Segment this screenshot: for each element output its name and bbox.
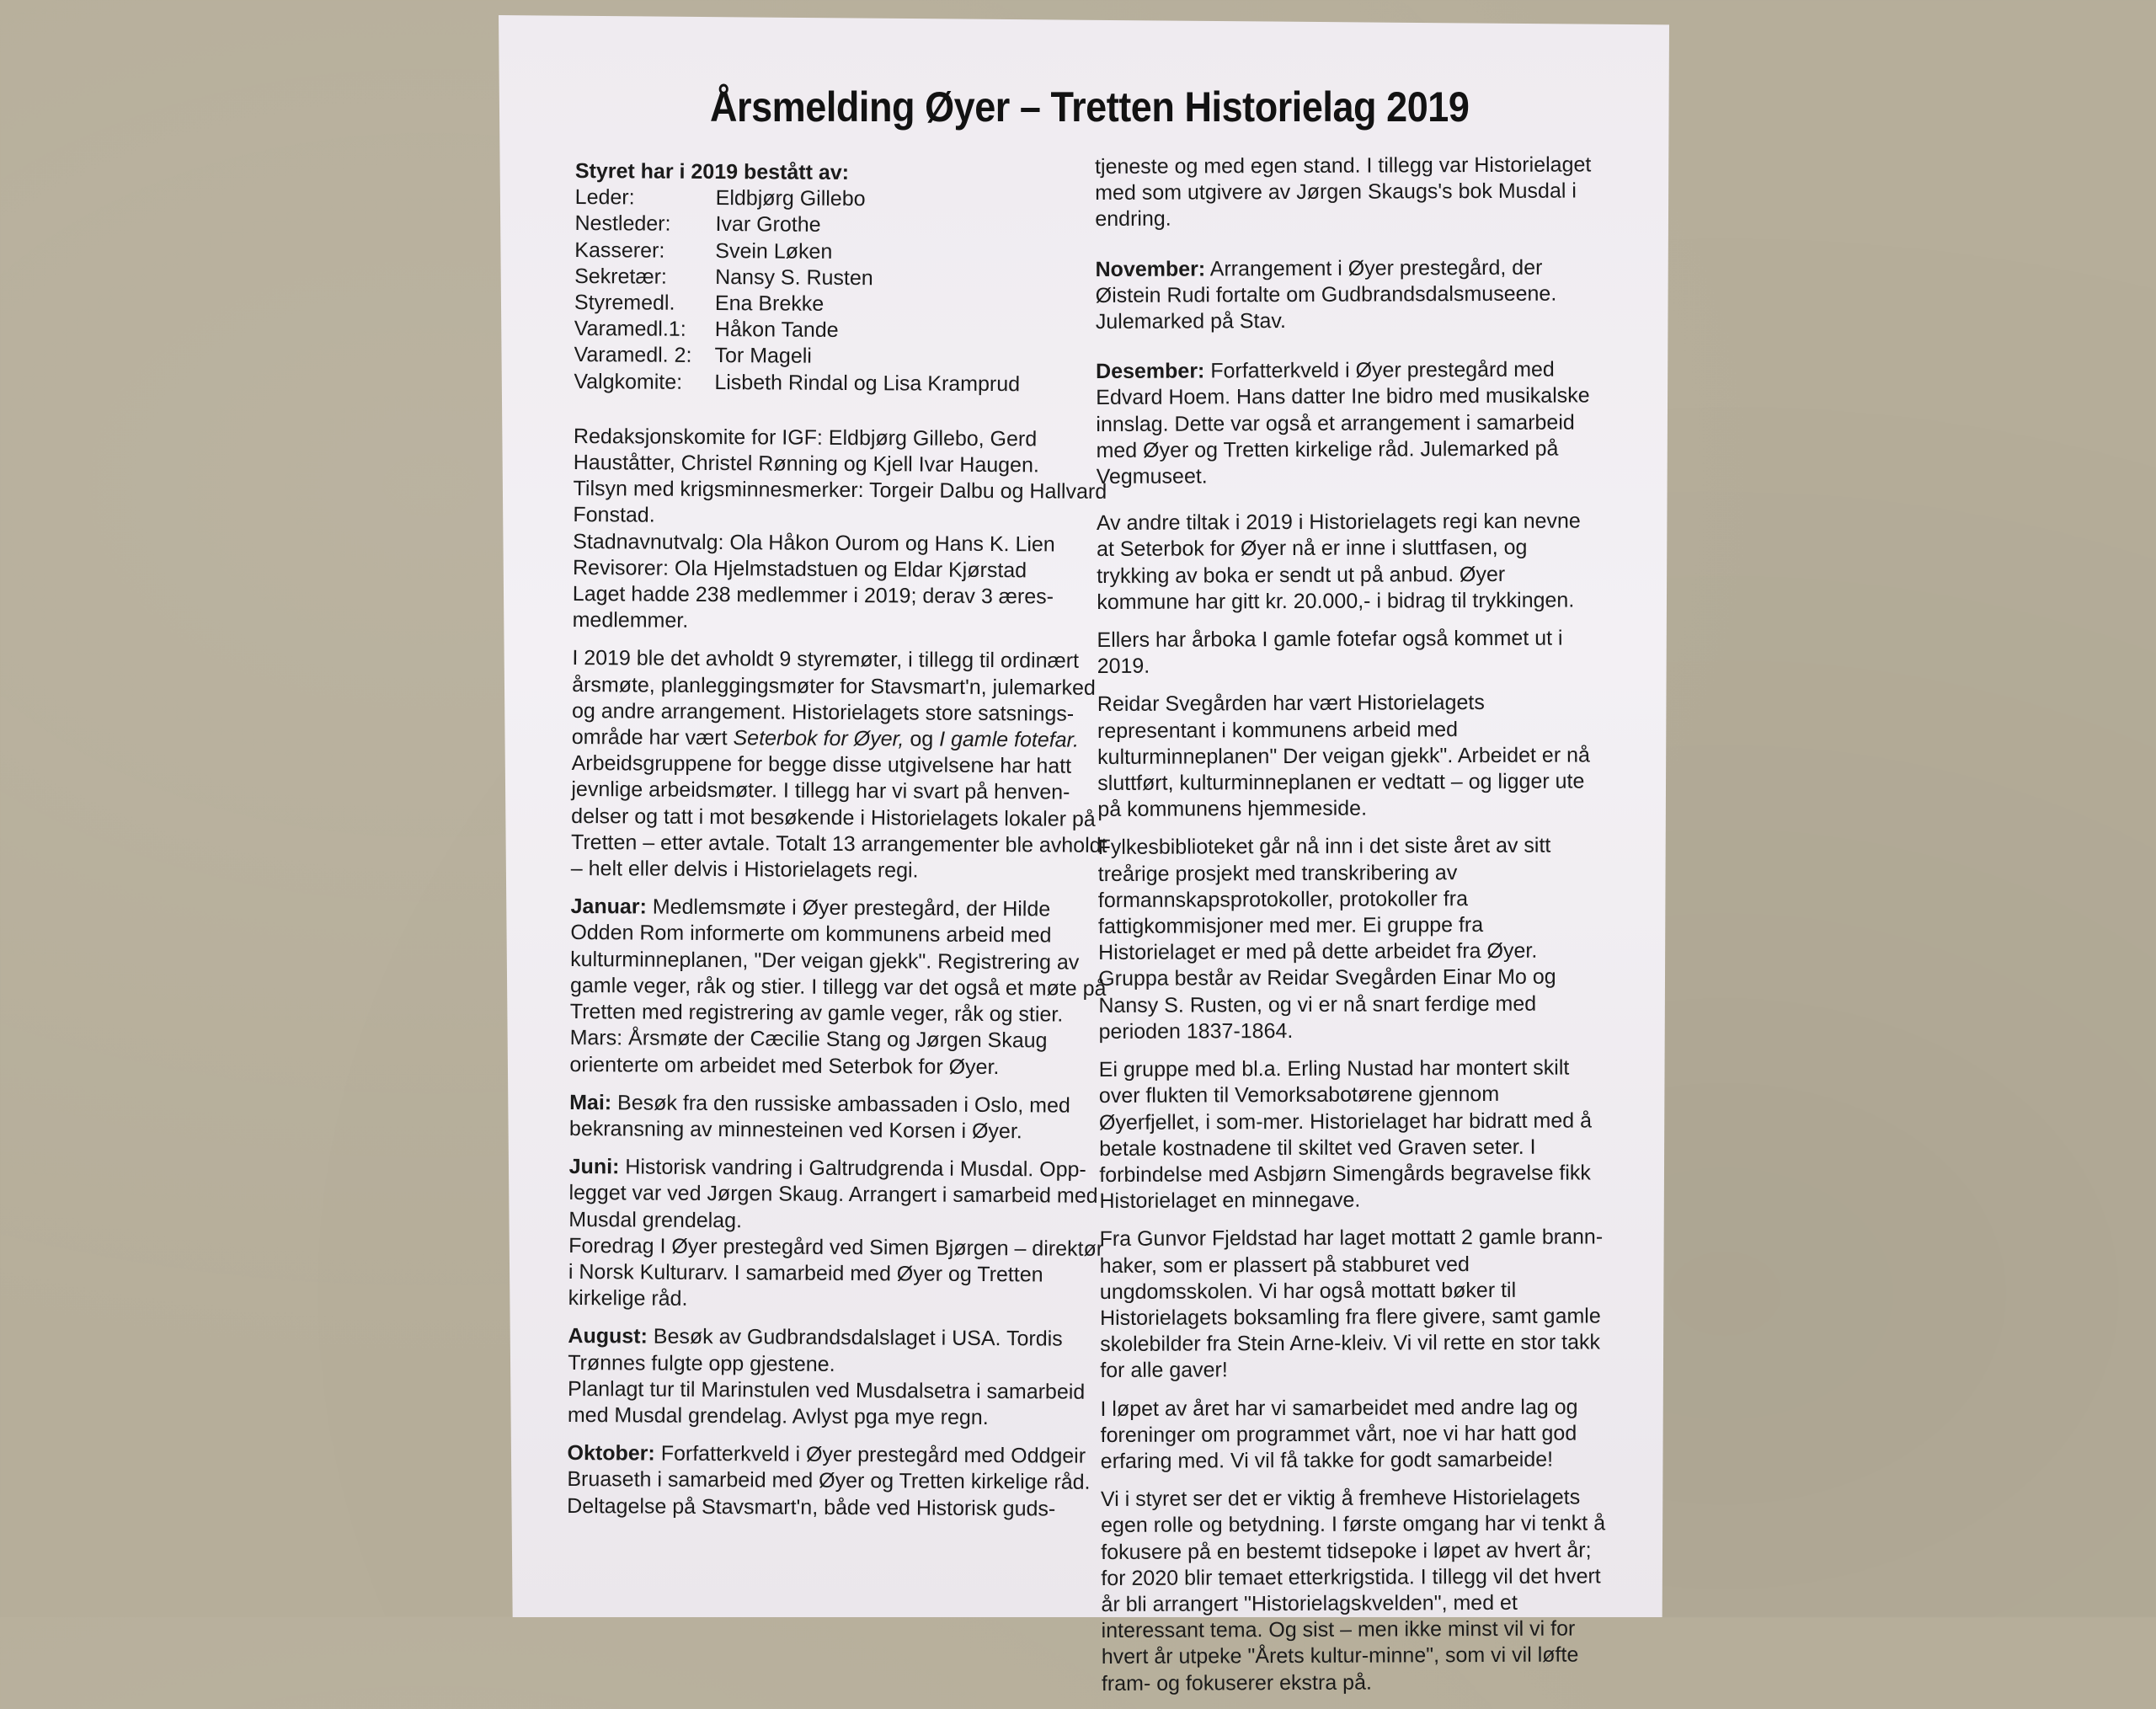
committee-auditors: Revisorer: Ola Hjelmstadstuen og Eldar Kjørstad [572, 555, 1027, 583]
committee-editorial: Redaksjonskomite for IGF: Eldbjørg Gillebo, Gerd Hauståtter, Christel Rønning og Kjell Ivar Haugen. [573, 424, 1039, 478]
board-member-name: Svein Løken [715, 238, 833, 264]
board-role: Styremedl. [574, 291, 675, 315]
left-column [567, 158, 1114, 1523]
board-row-member [574, 290, 1113, 319]
month-juni-extra: Foredrag I Øyer prestegård ved Simen Bjørgen – direktør i Norsk Kulturarv. I samarbeid med Øyer og Tretten kirkelige råd. [568, 1233, 1104, 1311]
board-member-name: Ivar Grothe [715, 212, 821, 238]
county-library-note: Fylkesbiblioteket går nå inn i det siste året av sitt treårige prosjekt med transkribering av formannskapsprotokoller, protokoller fra fattigkommisjoner med mer. Ei gruppe fra Historielaget er med på dette arbeidet fra Øyer. Gruppa består av Reidar Svegården Einar Mo og Nansy S. Rusten, og vi er nå snart ferdige med perioden 1837-1864. [1097, 834, 1556, 1044]
board-row-treasurer [574, 238, 1113, 267]
board-role: Varamedl. 2: [574, 343, 692, 368]
committee-place-names: Stadnavnutvalg: Ola Håkon Ourom og Hans K. Lien [573, 529, 1055, 557]
month-desember: Desember: Forfatterkveld i Øyer prestegård med Edvard Hoem. Hans datter Ine bidro med musikalske innslag. Dette var også et arrangement i samarbeid med Øyer og Tretten kirkelige råd. Julemarked på Vegmuseet. [1096, 357, 1590, 489]
board-heading: Styret har i 2019 bestått av: [574, 158, 850, 184]
month-label: Mai: [569, 1090, 612, 1114]
committee-war-memorials: Tilsyn med krigsminnesmerker: Torgeir Dalbu og Hallvard Fonstad. [573, 477, 1107, 528]
board-row-secretary [574, 264, 1113, 293]
month-label: August: [568, 1324, 648, 1349]
yearbook-note: Ellers har årboka I gamle fotefar også kommet ut i 2019. [1097, 626, 1563, 679]
board-member-name: Lisbeth Rindal og Lisa Kramprud [714, 370, 1021, 396]
month-oktober-continued: tjeneste og med egen stand. I tillegg var Historielaget med som utgivere av Jørgen Skaugs's bok Musdal i endring. [1095, 152, 1592, 232]
month-label: Desember: [1096, 359, 1205, 384]
page-title: Årsmelding Øyer – Tretten Historielag 2019 [710, 83, 1470, 131]
month-august-extra: Planlagt tur til Marinstulen ved Musdalsetra i samarbeid med Musdal grendelag. Avlyst pga mye regn. [567, 1376, 1086, 1429]
month-label: Januar: [570, 895, 647, 919]
board-vision-note: Vi i styret ser det er viktig å fremheve Historielagets egen rolle og betydning. I første omgang har vi tenkt å fokusere på en bestemt tidsepoke i løpet av hvert år; for 2020 blir temaet etterkrigstida. I tillegg vil det hvert år bli arrangert "Historielagskvelden", med et interessant tema. Og sist – men ikke minst vil vi for hvert år utpeke "Årets kultur-minne", som vi vil løfte fram- og fokuserer ekstra på. [1100, 1485, 1606, 1696]
month-label: Oktober: [567, 1441, 655, 1466]
board-role: Leder: [574, 185, 635, 210]
membership-count: Laget hadde 238 medlemmer i 2019; derav 3 æres-medlemmer. [572, 582, 1054, 633]
culture-plan-note: Reidar Svegården har vært Historielagets representant i kommunens arbeid med kulturminneplanen" Der veigan gjekk". Arbeidet er nå sluttført, kulturminneplanen er vedtatt – og ligger ute på kommunens hjemmeside. [1097, 691, 1590, 822]
month-januar: Januar: Medlemsmøte i Øyer prestegård, der Hilde Odden Rom informerte om kommunens arbeid med kulturminneplanen, "Der veigan gjekk". Registrering av gamle veger, råk og stier. I tillegg var det også et møte på Tretten med registrering av gamle veger, råk og stier. [569, 895, 1107, 1027]
board-row-leader [575, 184, 1114, 214]
board-member-name: Eldbjørg Gillebo [715, 186, 866, 211]
book-title-seterbok: Seterbok for Øyer, [733, 726, 905, 751]
month-label: November: [1095, 257, 1206, 281]
board-role: Nestleder: [574, 211, 671, 237]
board-row-deputy-1 [574, 316, 1113, 345]
board-role: Sekretær: [574, 264, 667, 289]
board-member-name: Nansy S. Rusten [715, 264, 873, 290]
month-juni: Juni: Historisk vandring i Galtrudgrenda i Musdal. Opp-legget var ved Jørgen Skaug. Arrangert i samarbeid med Musdal grendelag. [568, 1155, 1098, 1232]
board-role: Varamedl.1: [574, 317, 686, 342]
board-role: Kasserer: [574, 238, 665, 263]
board-role: Valgkomite: [574, 369, 683, 394]
board-row-deputy-2 [574, 342, 1113, 371]
month-november: November: Arrangement i Øyer prestegård, der Øistein Rudi fortalte om Gudbrandsdalsmuseene. Julemarked på Stav. [1095, 255, 1557, 334]
signage-note: Ei gruppe med bl.a. Erling Nustad har montert skilt over flukten til Vemorksabotørene gjennom Øyerfjellet, i som-mer. Historielaget har bidratt med å betale kostnadene til skiltet ved Graven seter. I forbindelse med Asbjørn Simengårds begravelse fikk Historielaget en minnegave. [1098, 1055, 1593, 1214]
month-mars: Mars: Årsmøte der Cæcilie Stang og Jørgen Skaug orienterte om arbeidet med Seterbok for Øyer. [569, 1026, 1048, 1079]
board-member-name: Tor Mageli [714, 344, 812, 369]
right-column [1095, 152, 1607, 1708]
board-member-name: Ena Brekke [714, 291, 825, 316]
board-list [574, 184, 1114, 398]
board-row-nomination [574, 369, 1113, 398]
month-label: Juni: [568, 1155, 620, 1179]
month-august: August: Besøk av Gudbrandsdalslaget i USA. Tordis Trønnes fulgte opp gjestene. [568, 1324, 1063, 1376]
intro-paragraph: I 2019 ble det avholdt 9 styremøter, i tillegg til ordinært årsmøte, planleggingsmøter for Stavsmart'n, julemarked og andre arrangement. Historielagets store satsnings-område har vært Seterbok for Øyer, og I gamle fotefar. Arbeidsgruppene for begge disse utgivelsene har hatt jevnlige arbeidsmøter. I tillegg har vi svart på henven-delser og tatt i mot besøkende i Historielagets lokaler på Tretten – etter avtale. Totalt 13 arrangementer ble avholdt – helt eller delvis i Historielagets regi. [570, 646, 1107, 883]
month-mai: Mai: Besøk fra den russiske ambassaden i Oslo, med bekransning av minnesteinen ved Korsen i Øyer. [568, 1090, 1070, 1144]
donations-note: Fra Gunvor Fjeldstad har laget mottatt 2 gamle brann-haker, som er plassert på stabburet ved ungdomsskolen. Vi har også mottatt bøker til Historielagets boksamling fra flere givere, samt gamle skolebilder fra Stein Arne-kleiv. Vi vil rette en stor takk for alle gaver! [1099, 1225, 1604, 1383]
other-initiatives: Av andre tiltak i 2019 i Historielagets regi kan nevne at Seterbok for Øyer nå er inne i sluttfasen, og trykking av boka er sendt ut på anbud. Øyer kommune har gitt kr. 20.000,- i bidrag til trykkingen. [1096, 509, 1581, 614]
cooperation-note: I løpet av året har vi samarbeidet med andre lag og foreninger om programmet vårt, noe vi har hatt god erfaring med. Vi vil få takke for godt samarbeide! [1100, 1395, 1578, 1473]
board-member-name: Håkon Tande [714, 318, 839, 343]
committees-block [573, 424, 1113, 638]
month-oktober: Oktober: Forfatterkveld i Øyer prestegård med Oddgeir Bruaseth i samarbeid med Øyer og Tretten kirkelige råd. Deltagelse på Stavsmart'n, både ved Historisk guds- [567, 1441, 1091, 1521]
board-row-deputy-leader [574, 211, 1113, 240]
book-title-fotefar: I gamle fotefar. [939, 727, 1080, 752]
